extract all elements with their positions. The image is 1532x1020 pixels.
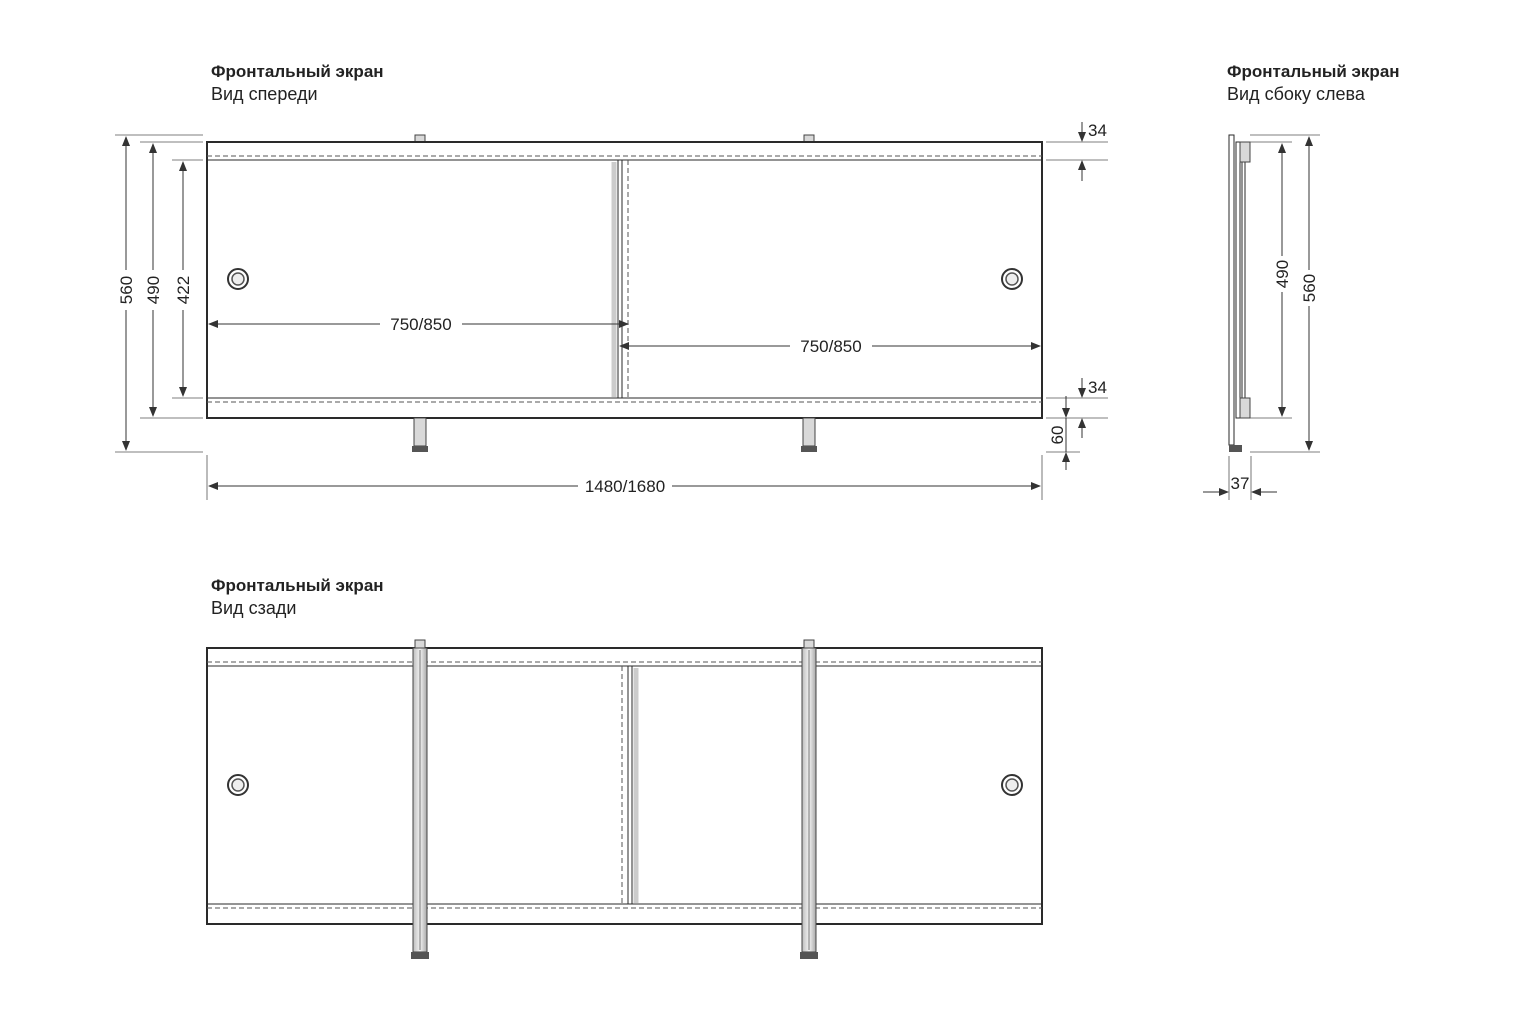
dim-width-label: 1480/1680: [584, 477, 666, 496]
support-bar-left: [411, 640, 429, 959]
back-handle-left: [228, 775, 248, 795]
support-bar-right: [800, 640, 818, 959]
dim-panel-right: [620, 335, 1040, 357]
front-view: [115, 62, 1108, 500]
dim-panel-right-label: 750/850: [800, 337, 862, 356]
dim-rail-top-label: 34: [1088, 121, 1107, 140]
dim-height-490: [140, 142, 203, 418]
front-view-title: Фронтальный экран: [211, 62, 384, 81]
back-view-title: Фронтальный экран: [211, 576, 384, 595]
dim-422-label: 422: [174, 275, 193, 305]
front-frame: [207, 142, 1042, 418]
dim-side-560-label: 560: [1300, 273, 1319, 303]
side-profile: [1229, 135, 1250, 452]
side-view: [1203, 62, 1400, 500]
leg-left: [412, 418, 428, 452]
dim-560-label: 560: [117, 275, 136, 305]
dim-side-490-label: 490: [1273, 259, 1292, 289]
top-adjuster-left: [415, 135, 425, 142]
back-frame: [207, 648, 1042, 924]
dim-side-depth-label: 37: [1230, 474, 1250, 493]
dim-leg: [1046, 396, 1080, 470]
leg-right: [801, 418, 817, 452]
top-adjuster-right: [804, 135, 814, 142]
handle-left: [228, 269, 248, 289]
back-view-subtitle: Вид сзади: [211, 598, 297, 618]
dim-height-422: [172, 160, 203, 398]
side-view-subtitle: Вид сбоку слева: [1227, 84, 1365, 104]
dim-panel-left: [209, 313, 628, 335]
handle-right: [1002, 269, 1022, 289]
dim-490-label: 490: [144, 275, 163, 305]
dim-side-490: [1250, 142, 1292, 418]
dim-width: [207, 455, 1042, 500]
dim-leg-label: 60: [1048, 425, 1067, 445]
back-handle-right: [1002, 775, 1022, 795]
dim-rail-bottom-label: 34: [1088, 378, 1107, 397]
dim-panel-left-label: 750/850: [390, 315, 452, 334]
dim-side-560: [1250, 135, 1320, 452]
side-view-title: Фронтальный экран: [1227, 62, 1400, 81]
dim-rail-top: [1046, 121, 1108, 181]
back-view: [207, 576, 1042, 959]
front-view-subtitle: Вид спереди: [211, 84, 318, 104]
dim-side-depth: [1203, 456, 1277, 500]
